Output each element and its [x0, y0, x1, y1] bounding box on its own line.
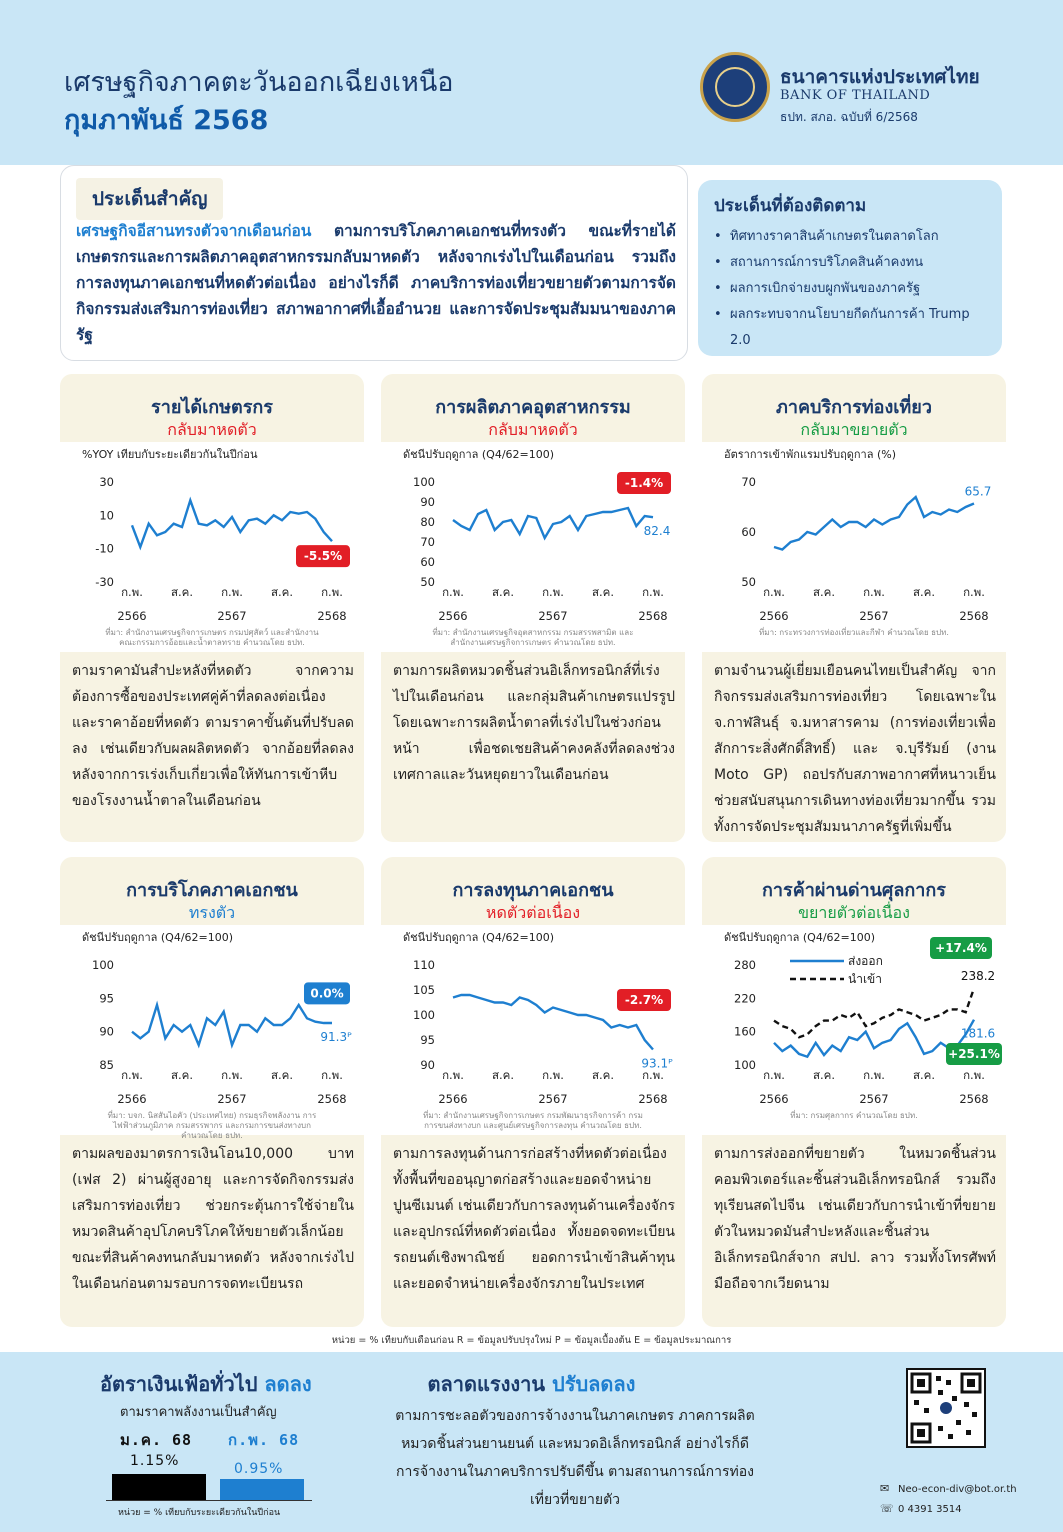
- y-tick-label: 10: [99, 508, 114, 523]
- y-tick-label: 95: [99, 991, 114, 1006]
- x-tick-label: ส.ค.: [270, 585, 294, 599]
- chart-unit-label: ดัชนีปรับฤดูกาล (Q4/62=100): [403, 448, 555, 461]
- inflation-value-1: 1.15%: [130, 1453, 180, 1469]
- x-tick-label: ก.พ.: [542, 1068, 564, 1082]
- x-tick-label: ก.พ.: [763, 585, 785, 599]
- x-tick-label: ส.ค.: [912, 585, 936, 599]
- end-value-label-import: 238.2: [960, 969, 996, 984]
- card-status: หดตัวต่อเนื่อง: [485, 903, 581, 922]
- indicator-card: [60, 857, 364, 1327]
- bank-name-th: ธนาคารแห่งประเทศไทย: [780, 66, 980, 88]
- x-year-label: 2568: [638, 1092, 668, 1106]
- chart-unit-label: อัตราการเข้าพักแรมปรับฤดูกาล (%): [724, 448, 896, 461]
- chart-source: ที่มา: สำนักงานเศรษฐกิจการเกษตร กรมปศุสัตว์ และสำนักงานคณะกรรมการอ้อยและน้ำตาลทราย คำนวณโดย ธปท.: [105, 628, 319, 647]
- y-tick-label: 100: [413, 1008, 435, 1022]
- x-tick-label: ก.พ.: [121, 585, 143, 599]
- chart-unit-label: %YOY เทียบกับระยะเดียวกันในปีก่อน: [82, 448, 258, 461]
- x-year-label: 2567: [538, 1092, 568, 1106]
- change-badge-text: -5.5%: [303, 549, 343, 564]
- legend-import: นำเข้า: [848, 972, 882, 986]
- chart-area: [702, 442, 1006, 652]
- x-year-label: 2566: [438, 609, 468, 623]
- x-year-label: 2567: [538, 609, 568, 623]
- series-line: [132, 500, 332, 547]
- x-tick-label: ก.พ.: [963, 585, 985, 599]
- x-tick-label: ก.พ.: [221, 1068, 243, 1082]
- x-tick-label: ก.พ.: [221, 585, 243, 599]
- y-tick-label: 60: [420, 555, 435, 569]
- y-tick-label: 50: [420, 575, 435, 589]
- bot-logo-icon: [700, 52, 770, 122]
- x-year-label: 2566: [117, 609, 147, 623]
- x-year-label: 2568: [959, 1092, 989, 1106]
- y-tick-label: 80: [420, 515, 435, 529]
- card-status: ทรงตัว: [188, 903, 236, 922]
- series-line: [132, 1005, 332, 1045]
- labor-title-text: ตลาดแรงงาน: [427, 1372, 553, 1396]
- y-tick-label: 60: [741, 525, 756, 539]
- y-tick-label: 280: [734, 958, 756, 972]
- labor-direction: ปรับลดลง: [552, 1372, 636, 1396]
- inflation-value-2: 0.95%: [234, 1461, 284, 1477]
- y-tick-label: 90: [99, 1024, 114, 1039]
- watch-list-box: [698, 180, 1002, 356]
- card-description: ตามการส่งออกที่ขยายตัว ในหมวดชิ้นส่วนคอมพิวเตอร์และชิ้นส่วนอิเล็กทรอนิกส์ รวมถึงทุเรียนสดไปจีน เช่นเดียวกับการนำเข้าที่ขยายตัวในหมวดมันสำปะหลังและชิ้นส่วนอิเล็กทรอนิกส์จาก สปป. ลาว รวมทั้งโทรศัพท์มือถือจากเวียดนาม: [714, 1146, 996, 1292]
- inflation-title-text: อัตราเงินเฟ้อทั่วไป: [100, 1372, 265, 1396]
- chart-area: [381, 925, 685, 1135]
- page-month: กุมภาพันธ์ 2568: [64, 105, 269, 136]
- card-status: กลับมาขยายตัว: [800, 420, 908, 439]
- end-value-label: 91.3ᴾ: [320, 1030, 352, 1044]
- y-tick-label: 85: [99, 1058, 114, 1072]
- card-description: ตามการผลิตหมวดชิ้นส่วนอิเล็กทรอนิกส์ที่เร่งไปในเดือนก่อน และกลุ่มสินค้าเกษตรแปรรูปโดยเฉพาะการผลิตน้ำตาลที่เร่งไปในช่วงก่อนหน้า เพื่อชดเชยสินค้าคงคลังที่ลดลงช่วงเทศกาลและวันหยุดยาวในเดือนก่อน: [393, 663, 675, 783]
- y-tick-label: 110: [413, 958, 435, 972]
- watch-item: • ผลกระทบจากนโยบายกีดกันการค้า Trump 2.0: [714, 302, 994, 354]
- y-tick-label: 105: [413, 983, 435, 997]
- card-description: ตามจำนวนผู้เยี่ยมเยือนคนไทยเป็นสำคัญ จากกิจกรรมส่งเสริมการท่องเที่ยว โดยเฉพาะใน จ.กาฬสินธุ์ จ.มหาสารคาม (การท่องเที่ยวเพื่อสักการะสิ่งศักดิ์สิทธิ์) และ จ.บุรีรัมย์ (งาน Moto GP) ถอปรกับสภาพอากาศที่หนาวเย็นช่วยสนับสนุนการเดินทางท่องเที่ยวมากขึ้น รวมทั้งการจัดประชุมสัมมนาภาครัฐที่เพิ่มขึ้น: [714, 663, 996, 835]
- key-points-tag: ประเด็นสำคัญ: [76, 178, 223, 220]
- chart-unit-label: ดัชนีปรับฤดูกาล (Q4/62=100): [82, 931, 234, 944]
- chart-source: ที่มา: กรมศุลกากร คำนวณโดย ธปท.: [790, 1111, 918, 1120]
- x-tick-label: ก.พ.: [963, 1068, 985, 1082]
- phone-text: 0 4391 3514: [898, 1504, 962, 1515]
- x-tick-label: ก.พ.: [642, 1068, 664, 1082]
- change-badge-text: -1.4%: [624, 476, 664, 490]
- chart-source: ที่มา: กระทรวงการท่องเที่ยวและกีฬา คำนวณโดย ธปท.: [759, 628, 949, 637]
- card-title: การค้าผ่านด่านศุลกากร: [762, 880, 946, 901]
- change-badge-text: +17.4%: [935, 941, 987, 955]
- chart-area: [381, 442, 685, 652]
- series-line-import: [774, 988, 974, 1037]
- x-tick-label: ก.พ.: [863, 1068, 885, 1082]
- x-tick-label: ก.พ.: [321, 1068, 343, 1082]
- chart-source: ที่มา: สำนักงานเศรษฐกิจการเกษตร กรมพัฒนาธุรกิจการค้า กรมการขนส่งทางบก และศูนย์เศรษฐกิจการลงทุน คำนวณโดย ธปท.: [423, 1111, 643, 1130]
- x-year-label: 2568: [317, 609, 347, 623]
- y-tick-label: 100: [734, 1058, 756, 1072]
- series-line: [453, 508, 653, 538]
- issue-number: ธปท. สภอ. ฉบับที่ 6/2568: [780, 110, 918, 124]
- x-tick-label: ก.พ.: [442, 585, 464, 599]
- qr-code-icon[interactable]: [906, 1368, 986, 1448]
- line-chart: [381, 442, 685, 652]
- units-note: หน่วย = % เทียบกับเดือนก่อน R = ข้อมูลปรับปรุงใหม่ P = ข้อมูลเบื้องต้น E = ข้อมูลประมาณการ: [331, 1335, 732, 1346]
- x-year-label: 2567: [217, 609, 247, 623]
- series-line: [774, 497, 974, 550]
- inflation-axis: [106, 1500, 312, 1501]
- chart-area: [60, 442, 364, 652]
- x-tick-label: ส.ค.: [591, 1068, 615, 1082]
- card-description: ตามผลของมาตรการเงินโอน10,000 บาท (เฟส 2) ผ่านผู้สูงอายุ และการจัดกิจกรรมส่งเสริมการท่องเที่ยว ช่วยกระตุ้นการใช้จ่ายในหมวดสินค้าอุปโภคบริโภคให้ขยายตัวเล็กน้อย ขณะที่สินค้าคงทนกลับมาหดตัว หลังจากเร่งไปในเดือนก่อนตามรอบการจดทะเบียนรถ: [72, 1146, 354, 1292]
- chart-source: ที่มา: บจก. นิสสันไอคัว (ประเทศไทย) กรมธุรกิจพลังงาน การไฟฟ้าส่วนภูมิภาค กรมสรรพากร และกรมการขนส่งทางบก คำนวณโดย ธปท.: [107, 1111, 317, 1140]
- phone-contact[interactable]: [880, 1502, 962, 1515]
- watch-item: • ผลการเบิกจ่ายงบผูกพันของภาครัฐ: [714, 276, 994, 302]
- inflation-unit: หน่วย = % เทียบกับระยะเดียวกันในปีก่อน: [118, 1508, 281, 1518]
- chart-unit-label: ดัชนีปรับฤดูกาล (Q4/62=100): [724, 931, 876, 944]
- email-contact[interactable]: [880, 1482, 1017, 1495]
- phone-icon: ☏: [880, 1502, 894, 1515]
- indicator-card: [702, 374, 1006, 842]
- inflation-subtitle: ตามราคาพลังงานเป็นสำคัญ: [120, 1405, 277, 1420]
- labor-title: [0, 1368, 1063, 1400]
- x-year-label: 2567: [217, 1092, 247, 1106]
- card-title: การผลิตภาคอุตสาหกรรม: [435, 397, 631, 418]
- x-year-label: 2568: [638, 609, 668, 623]
- end-value-label: 181.6: [960, 1026, 996, 1041]
- card-description: ตามการลงทุนด้านการก่อสร้างที่หดตัวต่อเนื่อง ทั้งพื้นที่ขออนุญาตก่อสร้างและยอดจำหน่ายปูนซีเมนต์ เช่นเดียวกับการลงทุนด้านเครื่องจักรและอุปกรณ์ที่หดตัวต่อเนื่อง ทั้งยอดจดทะเบียนรถยนต์เชิงพาณิชย์ ยอดการนำเข้าสินค้าทุนและยอดจำหน่ายเครื่องจักรภายในประเทศ: [393, 1146, 675, 1292]
- indicator-card: [60, 374, 364, 842]
- x-tick-label: ก.พ.: [442, 1068, 464, 1082]
- end-value-label: 93.1ᴾ: [641, 1056, 673, 1071]
- watch-list: [714, 224, 994, 354]
- change-badge-import-text: +25.1%: [948, 1047, 1000, 1061]
- x-tick-label: ส.ค.: [491, 1068, 515, 1082]
- watch-item: • สถานการณ์การบริโภคสินค้าคงทน: [714, 250, 994, 276]
- x-year-label: 2567: [859, 609, 889, 623]
- x-tick-label: ส.ค.: [170, 585, 194, 599]
- y-tick-label: 90: [420, 495, 435, 509]
- chart-area: [60, 925, 364, 1135]
- card-status: ขยายตัวต่อเนื่อง: [798, 903, 910, 922]
- inflation-bar-2: [220, 1479, 304, 1500]
- chart-source: ที่มา: สำนักงานเศรษฐกิจอุตสาหกรรม กรมสรรพสามิต และสำนักงานเศรษฐกิจการเกษตร คำนวณโดย ธปท.: [432, 628, 634, 647]
- x-year-label: 2566: [759, 609, 789, 623]
- inflation-month-1: ม.ค. 68: [120, 1431, 193, 1449]
- x-tick-label: ส.ค.: [812, 585, 836, 599]
- key-points-text: [76, 218, 676, 348]
- card-title: การลงทุนภาคเอกชน: [452, 880, 614, 901]
- end-value-label: 82.4: [643, 524, 671, 539]
- chart-unit-label: ดัชนีปรับฤดูกาล (Q4/62=100): [403, 931, 555, 944]
- inflation-month-2: ก.พ. 68: [228, 1431, 300, 1449]
- x-tick-label: ส.ค.: [812, 1068, 836, 1082]
- key-body: ตามการบริโภคภาคเอกชนที่ทรงตัว ขณะที่รายได้เกษตรกรและการผลิตภาคอุตสาหกรรมกลับมาหดตัว หลังจากเร่งไปในเดือนก่อน รวมถึงการลงทุนภาคเอกชนที่หดตัวต่อเนื่อง อย่างไรก็ดี ภาคบริการท่องเที่ยวขยายตัวตามการจัดกิจกรรมส่งเสริมการท่องเที่ยว สภาพอากาศที่เอื้ออำนวย และการจัดประชุมสัมมนาของภาครัฐ: [76, 222, 676, 344]
- x-year-label: 2567: [859, 1092, 889, 1106]
- watch-item: • ทิศทางราคาสินค้าเกษตรในตลาดโลก: [714, 224, 994, 250]
- x-tick-label: ส.ค.: [591, 585, 615, 599]
- y-tick-label: 70: [420, 535, 435, 549]
- bank-name-en: BANK OF THAILAND: [780, 88, 931, 103]
- y-tick-label: 90: [420, 1058, 435, 1072]
- y-tick-label: 160: [734, 1024, 756, 1039]
- x-tick-label: ก.พ.: [321, 585, 343, 599]
- x-year-label: 2566: [438, 1092, 468, 1106]
- x-tick-label: ส.ค.: [170, 1068, 194, 1082]
- x-tick-label: ก.พ.: [121, 1068, 143, 1082]
- inflation-direction: ลดลง: [264, 1372, 312, 1396]
- indicator-card: [381, 374, 685, 842]
- y-tick-label: 100: [413, 475, 435, 489]
- line-chart: [381, 925, 685, 1135]
- line-chart: [60, 442, 364, 652]
- x-year-label: 2568: [959, 609, 989, 623]
- y-tick-label: 100: [92, 958, 114, 972]
- y-tick-label: 70: [741, 475, 756, 489]
- x-tick-label: ส.ค.: [270, 1068, 294, 1082]
- line-chart: [60, 925, 364, 1135]
- end-value-label: 65.7: [964, 484, 992, 499]
- y-tick-label: -10: [95, 541, 114, 556]
- y-tick-label: 220: [734, 991, 756, 1006]
- x-tick-label: ส.ค.: [912, 1068, 936, 1082]
- x-tick-label: ส.ค.: [491, 585, 515, 599]
- labor-text: ตามการชะลอตัวของการจ้างงานในภาคเกษตร ภาคการผลิตหมวดชิ้นส่วนยานยนต์ และหมวดอิเล็กทรอนิกส์ อย่างไรก็ดี การจ้างงานในภาคบริการปรับดีขึ้น ตามสถานการณ์การท่องเที่ยวที่ขยายตัว: [395, 1408, 755, 1508]
- x-tick-label: ก.พ.: [642, 585, 664, 599]
- y-tick-label: -30: [95, 575, 114, 589]
- x-year-label: 2568: [317, 1092, 347, 1106]
- email-text: Neo-econ-div@bot.or.th: [898, 1484, 1017, 1495]
- card-status: กลับมาหดตัว: [488, 420, 578, 439]
- indicator-card: [381, 857, 685, 1327]
- x-year-label: 2566: [759, 1092, 789, 1106]
- x-tick-label: ก.พ.: [763, 1068, 785, 1082]
- page-title: เศรษฐกิจภาคตะวันออกเฉียงเหนือ: [64, 67, 454, 98]
- line-chart: [702, 442, 1006, 652]
- x-tick-label: ก.พ.: [542, 585, 564, 599]
- card-status: กลับมาหดตัว: [167, 420, 257, 439]
- x-year-label: 2566: [117, 1092, 147, 1106]
- mail-icon: ✉: [880, 1482, 890, 1495]
- indicator-card: [702, 857, 1006, 1327]
- line-chart: [702, 925, 1006, 1135]
- y-tick-label: 95: [420, 1033, 435, 1047]
- card-title: การบริโภคภาคเอกชน: [126, 880, 298, 901]
- y-tick-label: 30: [99, 475, 114, 489]
- key-highlight: เศรษฐกิจอีสานทรงตัวจากเดือนก่อน: [76, 222, 312, 240]
- x-tick-label: ก.พ.: [863, 585, 885, 599]
- y-tick-label: 50: [741, 575, 756, 589]
- legend-export: ส่งออก: [848, 954, 883, 968]
- card-description: ตามราคามันสำปะหลังที่หดตัว จากความต้องการซื้อของประเทศคู่ค้าที่ลดลงต่อเนื่อง และราคาอ้อยที่หดตัว ตามราคาขั้นต้นที่ปรับลดลง เช่นเดียวกับผลผลิตหดตัว จากอ้อยที่ลดลง หลังจากการเร่งเก็บเกี่ยวเพื่อให้ทันการเข้าหีบของโรงงานน้ำตาลในเดือนก่อน: [72, 663, 354, 809]
- card-title: รายได้เกษตรกร: [151, 397, 273, 418]
- series-line: [774, 1020, 974, 1057]
- card-title: ภาคบริการท่องเที่ยว: [776, 397, 932, 418]
- chart-area: [702, 925, 1006, 1135]
- change-badge-text: 0.0%: [310, 986, 344, 1001]
- inflation-bar-1: [112, 1474, 206, 1500]
- watch-title: ประเด็นที่ต้องติดตาม: [714, 196, 867, 216]
- change-badge-text: -2.7%: [624, 993, 664, 1007]
